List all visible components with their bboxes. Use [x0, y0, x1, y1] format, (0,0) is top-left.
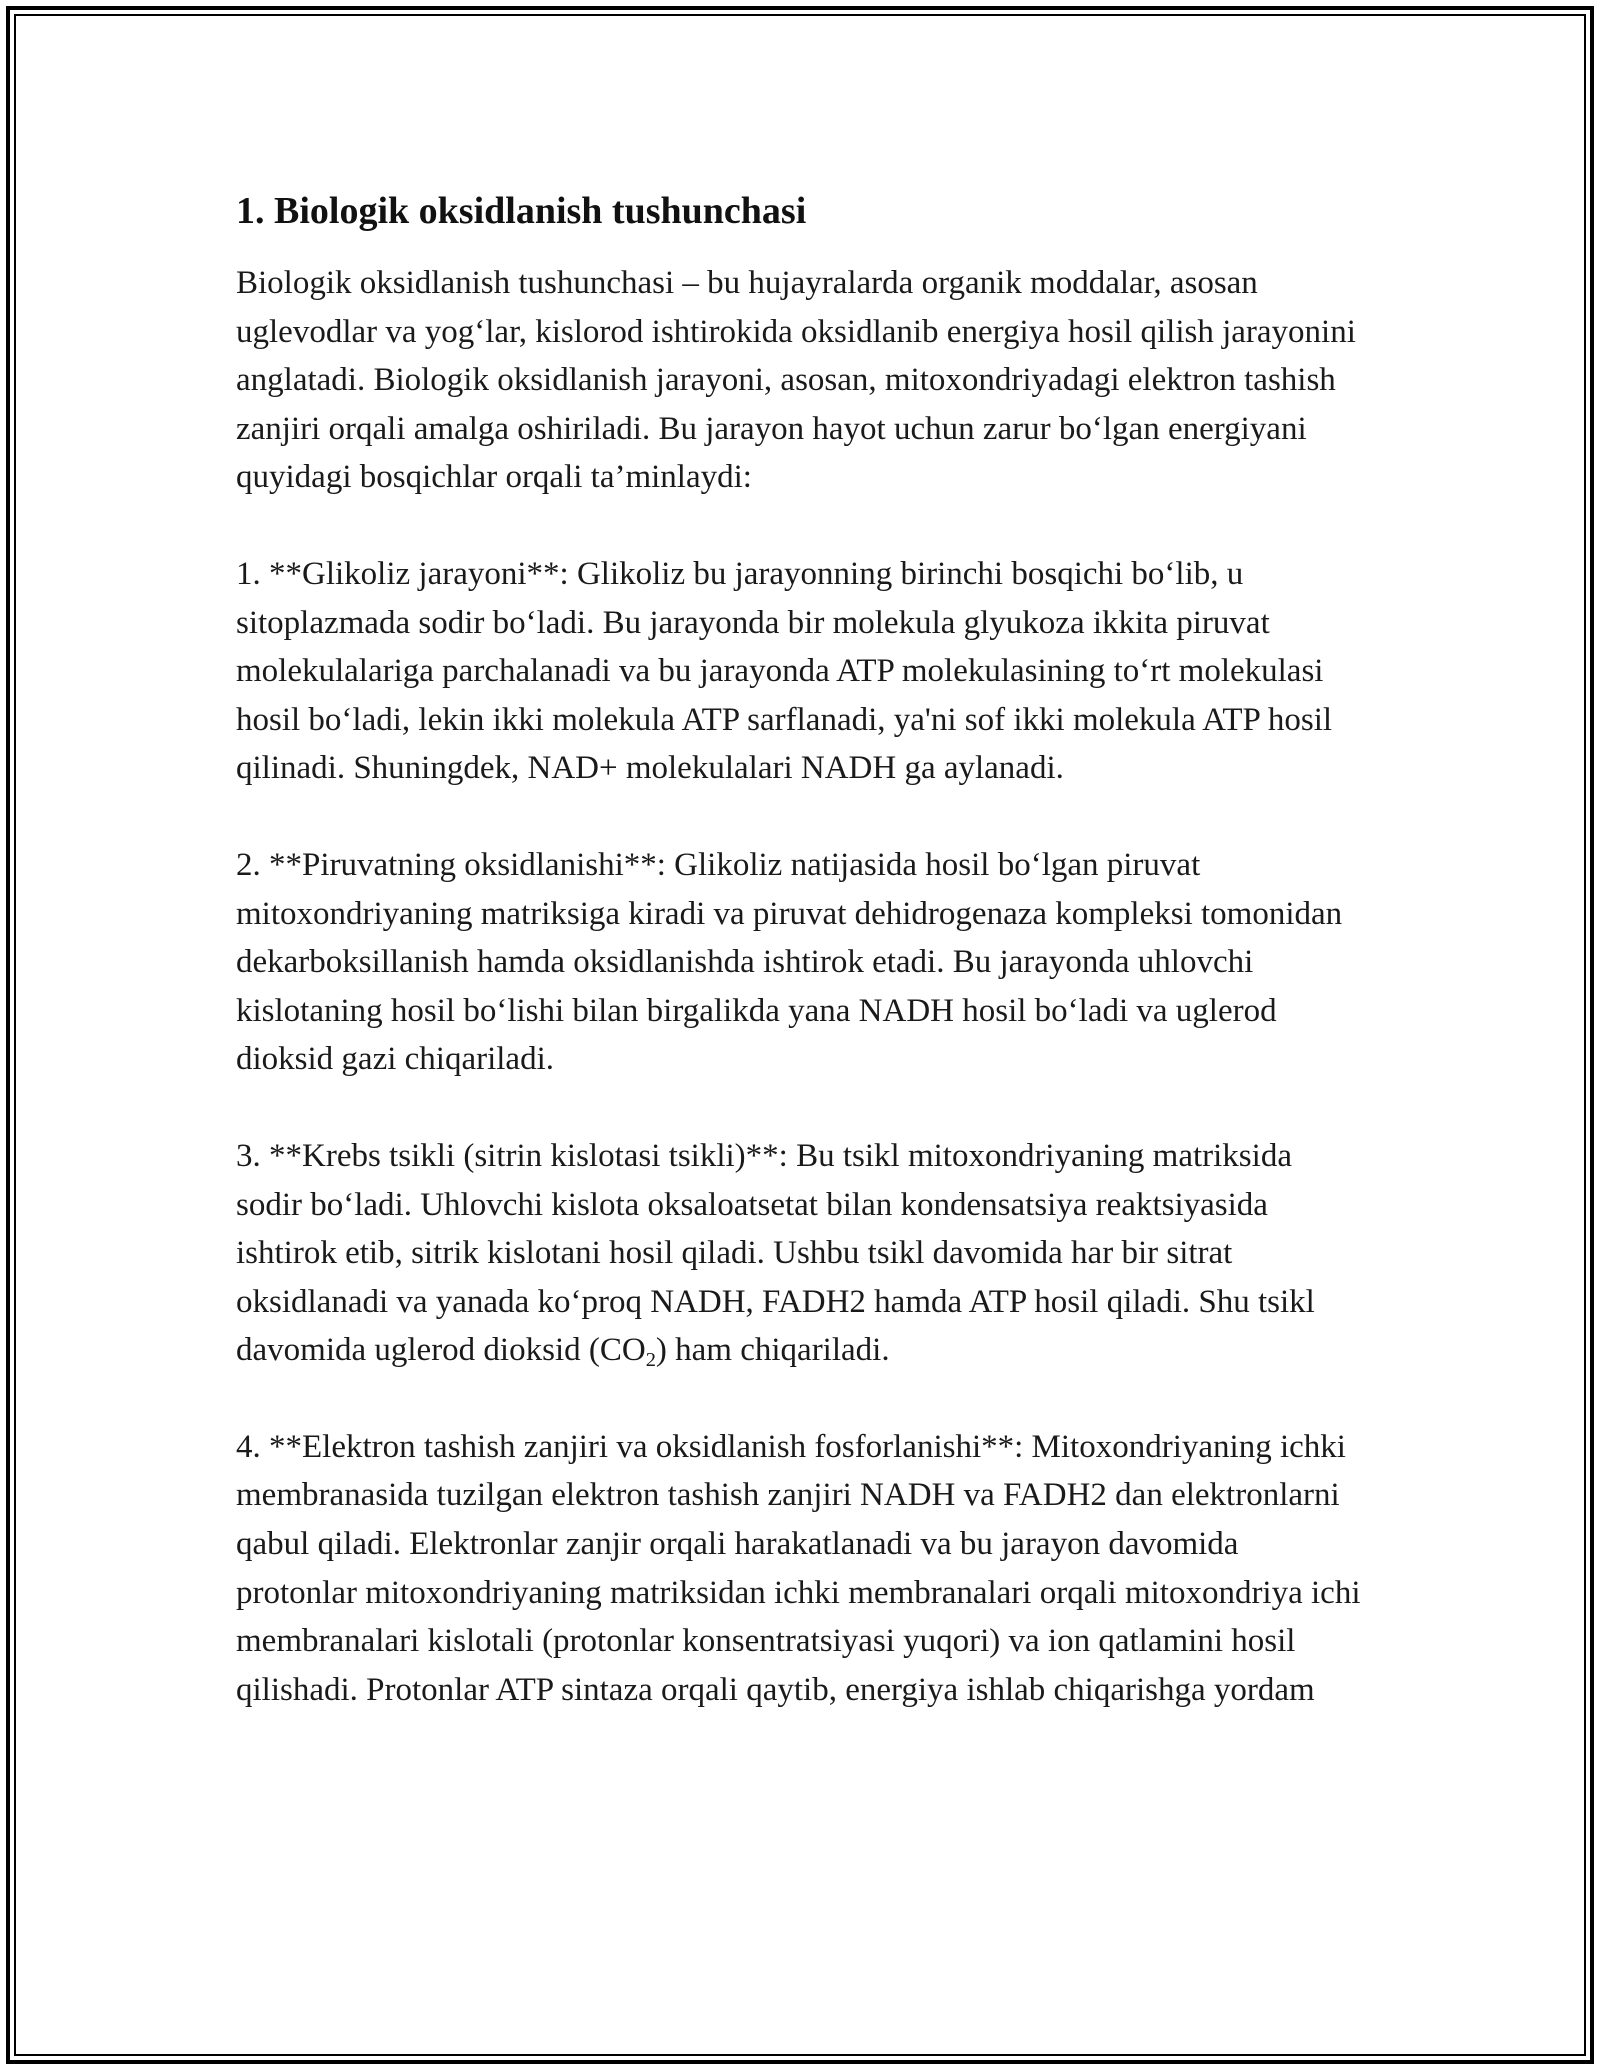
paragraph-pyruvate-oxidation: 2. **Piruvatning oksidlanishi**: Glikoliz natijasida hosil bo‘lgan piruvat mitoxondriyaning matriksiga kiradi va piruvat dehidrogenaza kompleksi tomonidan dekarboksillanish hamda oksidlanishda ishtirok etadi. Bu jarayonda uhlovchi kislotaning hosil bo‘lishi bilan birgalikda yana NADH hosil bo‘ladi va uglerod dioksid gazi chiqariladi. [236, 846, 1343, 1078]
krebs-text-before: 3. **Krebs tsikli (sitrin kislotasi tsikli)**: Bu tsikl mitoxondriyaning matriksida sodir bo‘ladi. Uhlovchi kislota oksaloatsetat bilan kondensatsiya reaktsiyasida ishtirok etib, sitrik kislotani hosil qiladi. Ushbu tsikl davomida har bir sitrat oksidlanadi va yanada ko‘proq NADH, FADH2 hamda ATP hosil qiladi. Shu tsikl davomida uglerod dioksid (CO [236, 1137, 1315, 1369]
section-heading: 1. Biologik oksidlanish tushunchasi [236, 190, 807, 232]
paragraph-intro: Biologik oksidlanish tushunchasi – bu hujayralarda organik moddalar, asosan uglevodlar va yog‘lar, kislorod ishtirokida oksidlanib energiya hosil qilish jarayonini anglatadi. Biologik oksidlanish jarayoni, asosan, mitoxondriyadagi elektron tashish zanjiri orqali amalga oshiriladi. Bu jarayon hayot uchun zarur bo‘lgan energiyani quyidagi bosqichlar orqali ta’minlaydi: [236, 265, 1356, 496]
paragraph-electron-transport: 4. **Elektron tashish zanjiri va oksidlanish fosforlanishi**: Mitoxondriyaning ichki membranasida tuzilgan elektron tashish zanjiri NADH va FADH2 dan elektronlarni qabul qiladi. Elektronlar zanjir orqali harakatlanadi va bu jarayon davomida protonlar mitoxondriyaning matriksidan ichki membranalari orqali mitoxondriya ichi membranalari kislotali (protonlar konsentratsiyasi yuqori) va ion qatlamini hosil qilishadi. Protonlar ATP sintaza orqali qaytib, energiya ishlab chiqarishga yordam [236, 1428, 1361, 1708]
document-body [236, 185, 1366, 1714]
paragraph-krebs-cycle [236, 1132, 1366, 1375]
krebs-text-after: ) ham chiqariladi. [655, 1332, 890, 1369]
paragraph-glycolysis: 1. **Glikoliz jarayoni**: Glikoliz bu jarayonning birinchi bosqichi bo‘lib, u sitoplazmada sodir bo‘ladi. Bu jarayonda bir molekula glyukoza ikkita piruvat molekulalariga parchalanadi va bu jarayonda ATP molekulasining to‘rt molekulasi hosil bo‘ladi, lekin ikki molekula ATP sarflanadi, ya'ni sof ikki molekula ATP hosil qilinadi. Shuningdek, NAD+ molekulalari NADH ga aylanadi. [236, 555, 1333, 787]
co2-subscript: 2 [645, 1349, 656, 1372]
